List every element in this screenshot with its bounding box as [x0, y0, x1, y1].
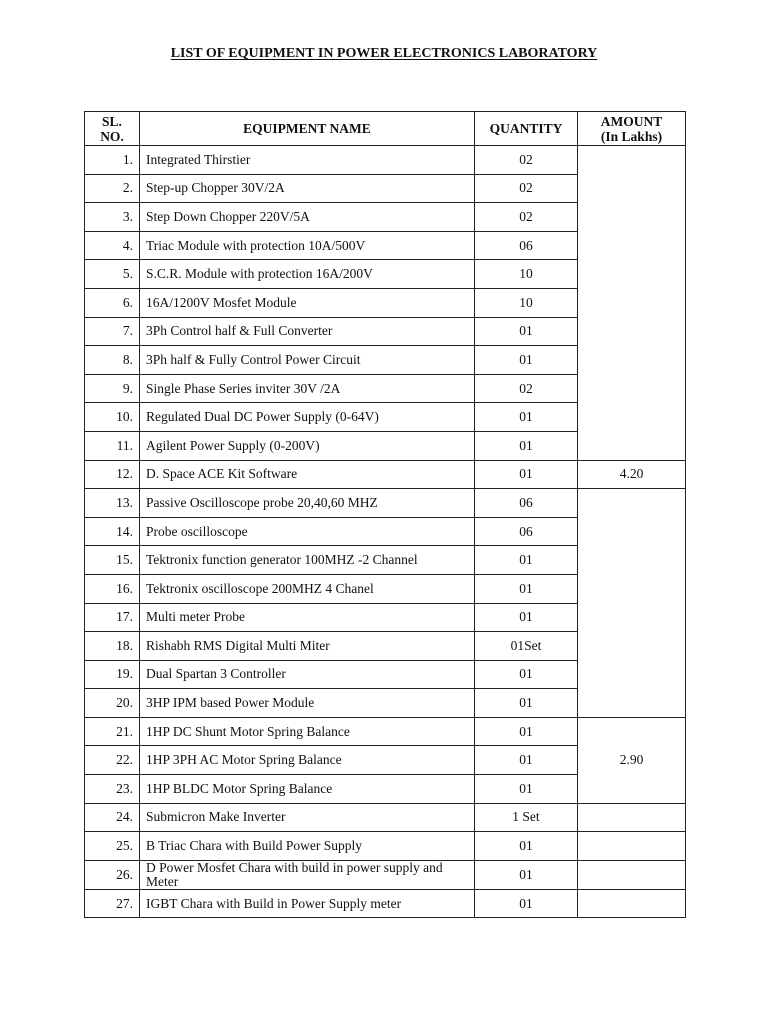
row-equipment-name: 1HP DC Shunt Motor Spring Balance	[140, 717, 475, 746]
row-equipment-name: 16A/1200V Mosfet Module	[140, 288, 475, 317]
header-sl-no: SL. NO.	[85, 112, 140, 146]
row-sl-no: 7.	[85, 317, 140, 346]
page-title-text: LIST OF EQUIPMENT IN POWER ELECTRONICS LABORATORY	[170, 46, 598, 61]
row-amount	[578, 803, 686, 832]
row-sl-no: 25.	[85, 832, 140, 861]
row-quantity: 02	[475, 374, 578, 403]
row-sl-no: 22.	[85, 746, 140, 775]
row-quantity: 06	[475, 231, 578, 260]
row-quantity: 01	[475, 689, 578, 718]
row-quantity: 01	[475, 717, 578, 746]
row-equipment-name: Submicron Make Inverter	[140, 803, 475, 832]
row-equipment-name: Agilent Power Supply (0-200V)	[140, 431, 475, 460]
table-row	[85, 717, 686, 746]
page-title	[0, 46, 768, 62]
row-equipment-name: B Triac Chara with Build Power Supply	[140, 832, 475, 861]
row-equipment-name: Regulated Dual DC Power Supply (0-64V)	[140, 403, 475, 432]
row-equipment-name: 1HP BLDC Motor Spring Balance	[140, 775, 475, 804]
row-equipment-name: Step-up Chopper 30V/2A	[140, 174, 475, 203]
row-sl-no: 27.	[85, 889, 140, 918]
row-equipment-name: Step Down Chopper 220V/5A	[140, 203, 475, 232]
row-equipment-name: Probe oscilloscope	[140, 517, 475, 546]
row-equipment-name: Dual Spartan 3 Controller	[140, 660, 475, 689]
row-equipment-name: S.C.R. Module with protection 16A/200V	[140, 260, 475, 289]
row-sl-no: 19.	[85, 660, 140, 689]
row-quantity: 01	[475, 546, 578, 575]
header-quantity: QUANTITY	[475, 112, 578, 146]
row-equipment-name: 3Ph half & Fully Control Power Circuit	[140, 346, 475, 375]
row-sl-no: 10.	[85, 403, 140, 432]
row-equipment-name: Tektronix oscilloscope 200MHZ 4 Chanel	[140, 574, 475, 603]
table-row	[85, 460, 686, 489]
row-equipment-name: Triac Module with protection 10A/500V	[140, 231, 475, 260]
row-sl-no: 12.	[85, 460, 140, 489]
row-quantity: 01	[475, 403, 578, 432]
row-sl-no: 21.	[85, 717, 140, 746]
row-quantity: 01	[475, 431, 578, 460]
row-sl-no: 3.	[85, 203, 140, 232]
row-quantity: 02	[475, 203, 578, 232]
row-quantity: 01	[475, 317, 578, 346]
row-equipment-name: 3Ph Control half & Full Converter	[140, 317, 475, 346]
header-equipment-name: EQUIPMENT NAME	[140, 112, 475, 146]
equipment-table	[84, 111, 686, 918]
row-equipment-name: Single Phase Series inviter 30V /2A	[140, 374, 475, 403]
row-sl-no: 6.	[85, 288, 140, 317]
row-equipment-name: D. Space ACE Kit Software	[140, 460, 475, 489]
row-quantity: 02	[475, 174, 578, 203]
row-equipment-name: 1HP 3PH AC Motor Spring Balance	[140, 746, 475, 775]
row-equipment-name: Multi meter Probe	[140, 603, 475, 632]
row-sl-no: 14.	[85, 517, 140, 546]
row-equipment-name: Passive Oscilloscope probe 20,40,60 MHZ	[140, 489, 475, 518]
row-equipment-name: 3HP IPM based Power Module	[140, 689, 475, 718]
row-quantity: 01	[475, 346, 578, 375]
row-sl-no: 20.	[85, 689, 140, 718]
row-amount: 2.90	[578, 717, 686, 803]
row-equipment-name: Rishabh RMS Digital Multi Miter	[140, 632, 475, 661]
table-row	[85, 889, 686, 918]
row-sl-no: 18.	[85, 632, 140, 661]
row-sl-no: 8.	[85, 346, 140, 375]
row-quantity: 02	[475, 146, 578, 175]
row-sl-no: 11.	[85, 431, 140, 460]
row-quantity: 10	[475, 288, 578, 317]
row-quantity: 06	[475, 489, 578, 518]
row-sl-no: 2.	[85, 174, 140, 203]
row-amount	[578, 832, 686, 861]
row-equipment-name: Integrated Thirstier	[140, 146, 475, 175]
row-quantity: 01	[475, 775, 578, 804]
row-sl-no: 13.	[85, 489, 140, 518]
row-quantity: 06	[475, 517, 578, 546]
row-sl-no: 5.	[85, 260, 140, 289]
row-quantity: 01Set	[475, 632, 578, 661]
table-row	[85, 832, 686, 861]
table-row	[85, 803, 686, 832]
row-sl-no: 16.	[85, 574, 140, 603]
row-quantity: 01	[475, 660, 578, 689]
row-quantity: 1 Set	[475, 803, 578, 832]
header-amount: AMOUNT (In Lakhs)	[578, 112, 686, 146]
row-quantity: 01	[475, 746, 578, 775]
row-quantity: 01	[475, 832, 578, 861]
row-equipment-name: IGBT Chara with Build in Power Supply meter	[140, 889, 475, 918]
table-row	[85, 146, 686, 175]
row-sl-no: 17.	[85, 603, 140, 632]
row-amount	[578, 489, 686, 718]
row-amount: 4.20	[578, 460, 686, 489]
row-amount	[578, 146, 686, 461]
row-quantity: 01	[475, 603, 578, 632]
row-sl-no: 26.	[85, 860, 140, 889]
row-amount	[578, 889, 686, 918]
row-quantity: 01	[475, 889, 578, 918]
row-quantity: 01	[475, 460, 578, 489]
row-sl-no: 24.	[85, 803, 140, 832]
row-quantity: 10	[475, 260, 578, 289]
row-sl-no: 15.	[85, 546, 140, 575]
table-row	[85, 860, 686, 889]
row-sl-no: 4.	[85, 231, 140, 260]
row-sl-no: 1.	[85, 146, 140, 175]
row-equipment-name: D Power Mosfet Chara with build in power supply and Meter	[140, 860, 475, 889]
row-amount	[578, 860, 686, 889]
table-row	[85, 489, 686, 518]
table-body	[85, 146, 686, 918]
row-sl-no: 23.	[85, 775, 140, 804]
row-quantity: 01	[475, 574, 578, 603]
row-equipment-name: Tektronix function generator 100MHZ -2 Channel	[140, 546, 475, 575]
row-sl-no: 9.	[85, 374, 140, 403]
table-header-row	[85, 112, 686, 146]
row-quantity: 01	[475, 860, 578, 889]
